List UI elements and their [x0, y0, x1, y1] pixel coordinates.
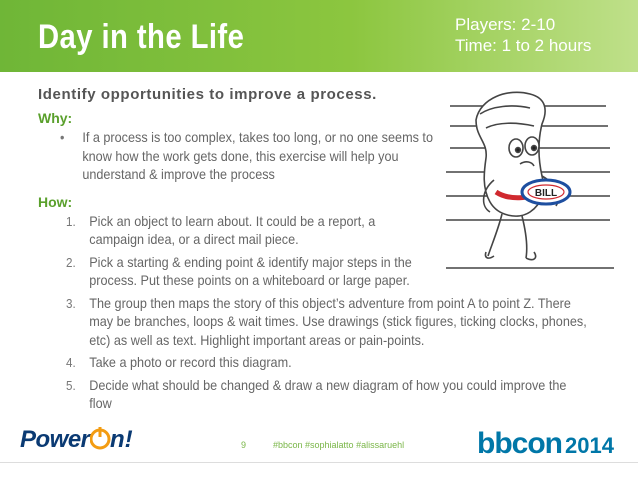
step-text: Decide what should be changed & draw a new diagram of how you could improve the flow: [89, 377, 567, 411]
how-step: [66, 377, 573, 414]
how-step: [66, 295, 591, 351]
slide-header: [0, 0, 638, 72]
step-text: The group then maps the story of this object’s adventure from point A to point Z. There may be branches, loops & wait times. Use drawings (stick figures, ticking clocks, phones, etc) as well as text. Highlight important areas or pain-points.: [89, 295, 587, 348]
how-step: [66, 213, 378, 250]
badge-text: BILL: [534, 188, 558, 199]
step-text: Take a photo or record this diagram.: [89, 355, 292, 370]
step-number: 4.: [66, 356, 76, 370]
why-heading: Why:: [38, 110, 73, 126]
power-on-logo: Power n!: [20, 426, 133, 453]
footer-divider: [0, 462, 638, 463]
step-number: 5.: [66, 378, 76, 393]
time-estimate: Time: 1 to 2 hours: [455, 36, 592, 55]
footer-hashtags: #bbcon #sophialatto #alissaruehl: [273, 440, 405, 450]
step-text: Pick an object to learn about. It could be a report, a campaign idea, or a direct mail piece.: [89, 213, 376, 247]
how-step: [66, 354, 591, 373]
slide-subtitle: Identify opportunities to improve a process.: [38, 86, 377, 103]
bbcon-logo: [477, 427, 614, 461]
logo-text-power: Power: [20, 426, 90, 453]
bbcon-logo-year: 2014: [565, 433, 614, 458]
how-heading: How:: [38, 193, 73, 210]
bullet-icon: •: [60, 130, 65, 145]
slide-title: Day in the Life: [38, 18, 245, 56]
bbcon-logo-text: bbcon: [477, 427, 562, 460]
why-item: • If a process is too complex, takes too long, or no one seems to know how the work gets done, this exercise will help you understand & improve the process: [60, 130, 433, 182]
players-count: Players: 2-10: [455, 15, 556, 34]
game-meta: [455, 14, 591, 56]
step-number: 3.: [66, 296, 76, 311]
step-text: Pick a starting & ending point & identify major steps in the process. Put these points on a whiteboard or large paper.: [89, 254, 412, 288]
step-number: 2.: [66, 255, 76, 270]
bill-character-icon: [446, 80, 614, 270]
step-number: 1.: [66, 214, 76, 229]
page-number: 9: [241, 440, 247, 450]
how-step: [66, 254, 457, 291]
